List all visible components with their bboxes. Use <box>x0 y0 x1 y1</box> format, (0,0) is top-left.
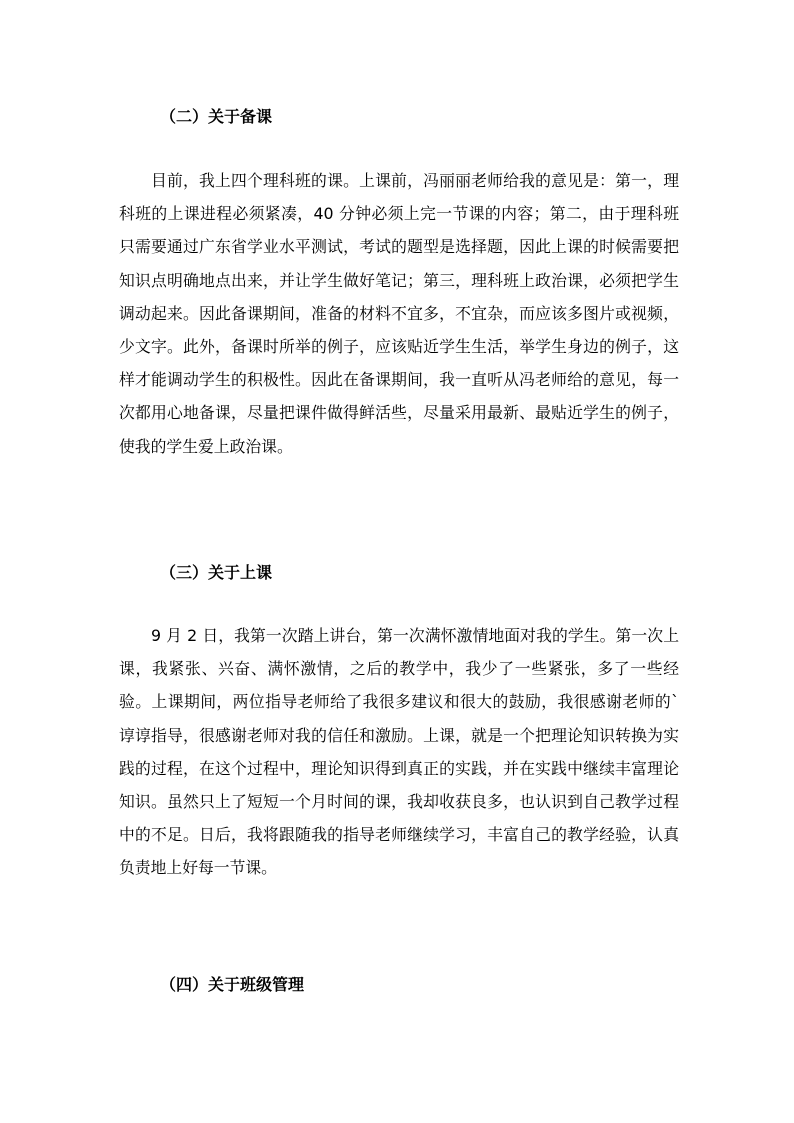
section-heading-teaching: （三）关于上课 <box>160 563 273 582</box>
section-heading-lesson-preparation: （二）关于备课 <box>160 107 273 126</box>
section-paragraph-lesson-preparation: 目前，我上四个理科班的课。上课前，冯丽丽老师给我的意见是：第一，理科班的上课进程必须紧凑，40 分钟必须上完一节课的内容；第二，由于理科班只需要通过广东省学业水平测试，考试的题型是选择题，因此上课的时候需要把知识点明确地点出来，并让学生做好笔记；第三，理科班上政治课，必须把学生调动起来。因此备课期间，准备的材料不宜多，不宜杂，而应该多图片或视频，少文字。此外，备课时所举的例子，应该贴近学生生活，举学生身边的例子，这样才能调动学生的积极性。因此在备课期间，我一直听从冯老师给的意见，每一次都用心地备课，尽量把课件做得鲜活些，尽量采用最新、最贴近学生的例子，使我的学生爱上政治课。 <box>119 171 679 456</box>
section-heading-class-management: （四）关于班级管理 <box>160 975 305 994</box>
section-paragraph-teaching: 9 月 2 日，我第一次踏上讲台，第一次满怀激情地面对我的学生。第一次上课，我紧张、兴奋、满怀激情，之后的教学中，我少了一些紧张，多了一些经验。上课期间，两位指导老师给了我很多建议和很大的鼓励，我很感谢老师的`谆谆指导，很感谢老师对我的信任和激励。上课，就是一个把理论知识转换为实践的过程，在这个过程中，理论知识得到真正的实践，并在实践中继续丰富理论知识。虽然只上了短短一个月时间的课，我却收获良多，也认识到自己教学过程中的不足。日后，我将跟随我的指导老师继续学习，丰富自己的教学经验，认真负责地上好每一节课。 <box>119 626 679 878</box>
